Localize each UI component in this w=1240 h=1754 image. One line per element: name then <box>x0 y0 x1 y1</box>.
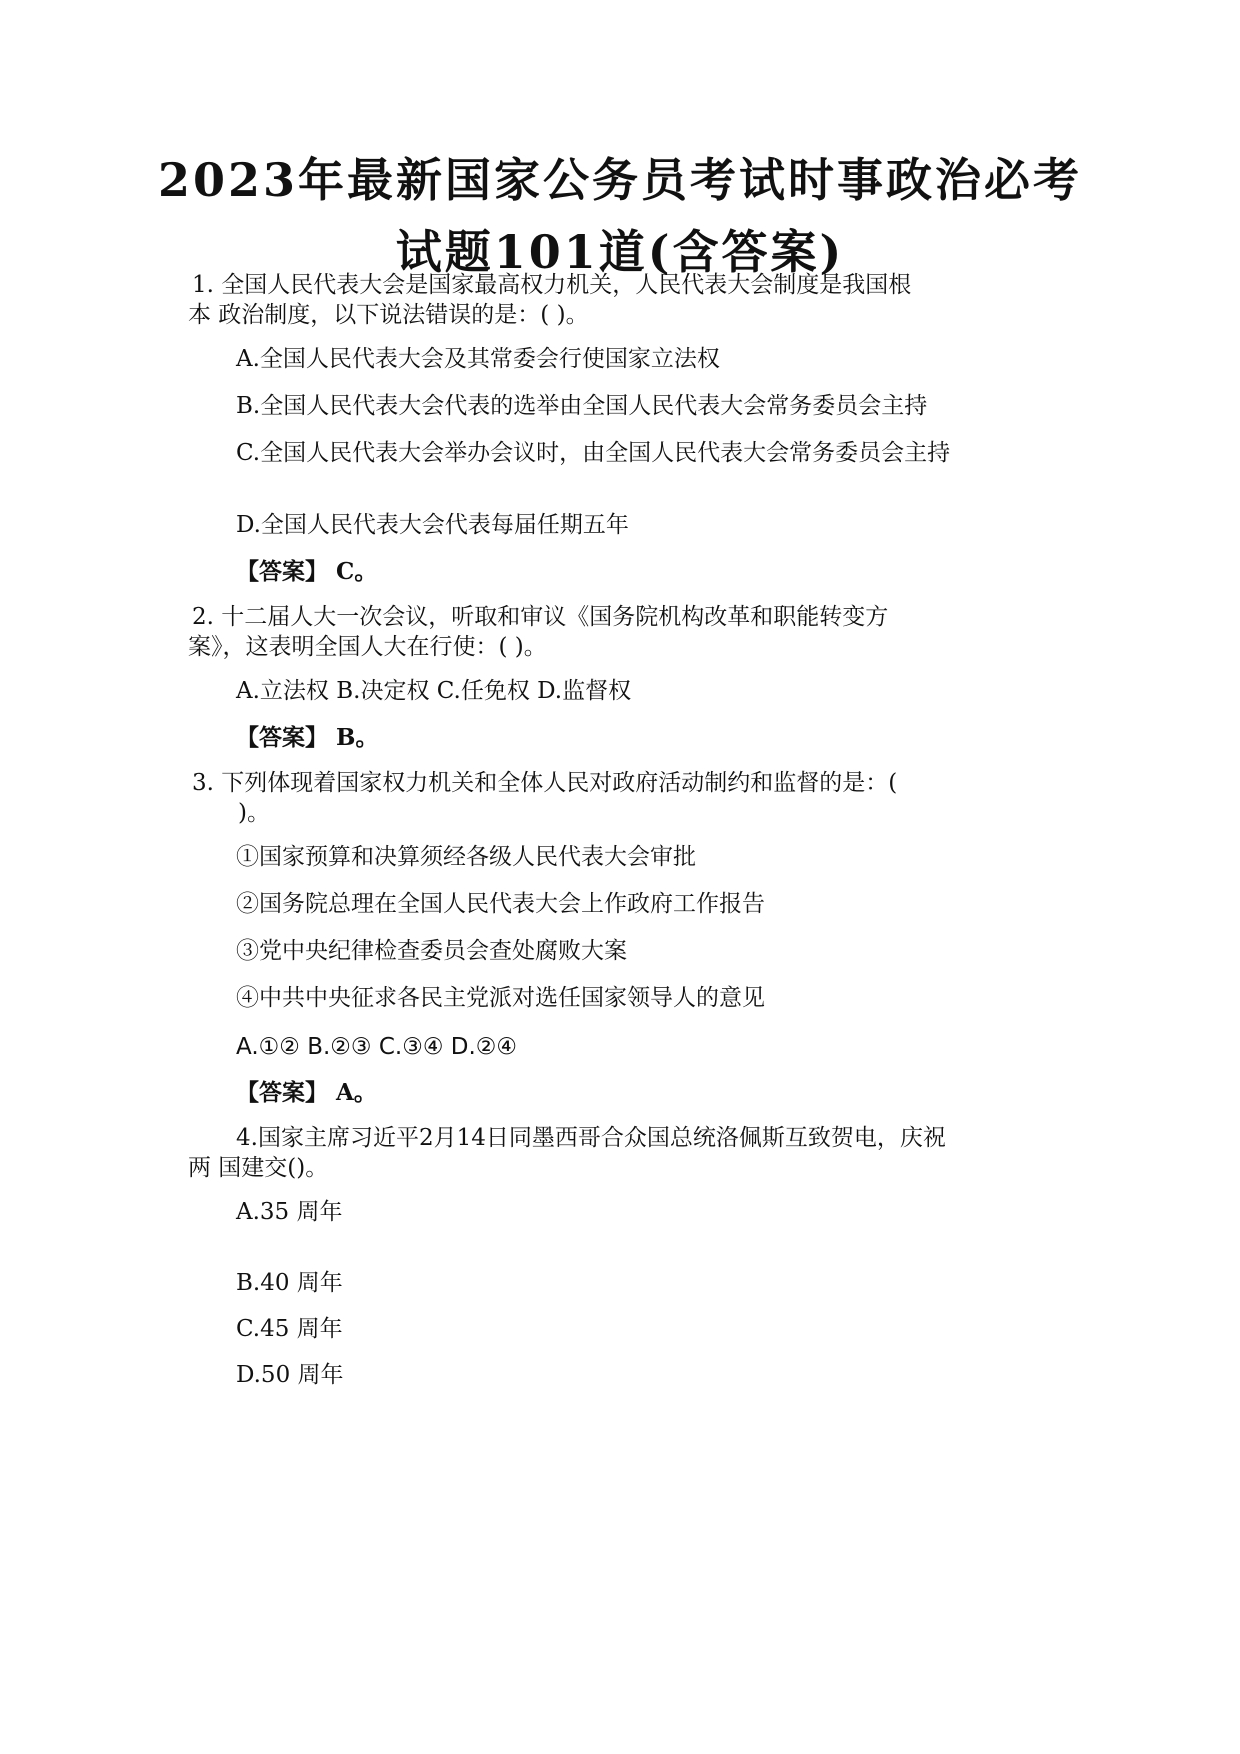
question-3-answer: 【答案】 A。 <box>236 1079 377 1106</box>
question-2-options: A.立法权 B.决定权 C.任免权 D.监督权 <box>236 678 632 704</box>
question-2-text: 2. 十二届人大一次会议，听取和审议《国务院机构改革和职能转变方 <box>192 604 889 630</box>
question-3-text-cont: )。 <box>238 800 270 826</box>
question-2-text-cont: 案》，这表明全国人大在行使：( )。 <box>188 634 547 660</box>
question-3-statement-3: ③党中央纪律检查委员会查处腐败大案 <box>236 938 627 964</box>
question-1-option-b: B.全国人民代表大会代表的选举由全国人民代表大会常务委员会主持 <box>236 393 928 419</box>
question-1-text: 1. 全国人民代表大会是国家最高权力机关，人民代表大会制度是我国根 <box>192 272 912 298</box>
question-1-answer: 【答案】 C。 <box>236 558 378 585</box>
question-1-option-d: D.全国人民代表大会代表每届任期五年 <box>236 512 629 538</box>
question-3-statement-1: ①国家预算和决算须经各级人民代表大会审批 <box>236 844 696 870</box>
question-4-text: 4.国家主席习近平2月14日同墨西哥合众国总统洛佩斯互致贺电，庆祝 <box>236 1125 946 1151</box>
question-4-option-b: B.40 周年 <box>236 1270 343 1296</box>
question-1-option-a: A.全国人民代表大会及其常委会行使国家立法权 <box>236 346 720 372</box>
question-1-option-c: C.全国人民代表大会举办会议时，由全国人民代表大会常务委员会主持 <box>236 440 951 466</box>
question-3-statement-4: ④中共中央征求各民主党派对选任国家领导人的意见 <box>236 985 765 1011</box>
question-4-text-cont: 两 国建交()。 <box>188 1155 329 1181</box>
question-4-option-a: A.35 周年 <box>236 1199 343 1225</box>
question-4-option-c: C.45 周年 <box>236 1316 343 1342</box>
question-3-text: 3. 下列体现着国家权力机关和全体人民对政府活动制约和监督的是：( <box>192 770 898 796</box>
question-4-option-d: D.50 周年 <box>236 1362 344 1388</box>
question-2-answer: 【答案】 B。 <box>236 724 379 751</box>
question-1-text-cont: 本 政治制度，以下说法错误的是：( )。 <box>188 302 589 328</box>
document-title-line-1: 2023年最新国家公务员考试时事政治必考 <box>157 153 1083 207</box>
question-3-options: A.①② B.②③ C.③④ D.②④ <box>236 1034 518 1060</box>
document-title-line-2: 试题101道(含答案) <box>395 225 845 279</box>
question-3-statement-2: ②国务院总理在全国人民代表大会上作政府工作报告 <box>236 891 765 917</box>
